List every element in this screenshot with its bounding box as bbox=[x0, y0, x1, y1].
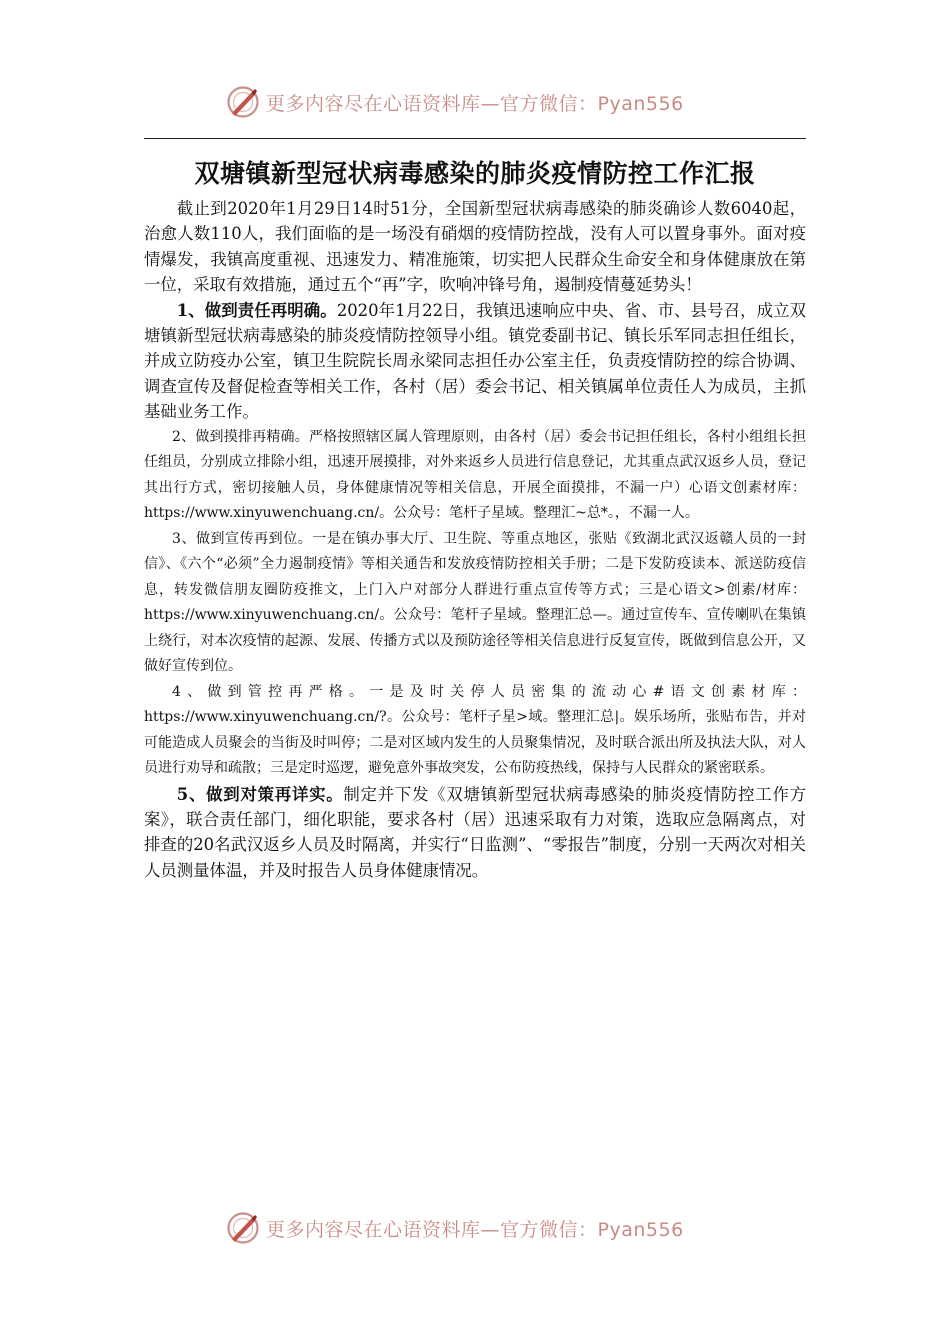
header-banner bbox=[226, 82, 726, 122]
title-divider bbox=[144, 138, 806, 139]
document-body bbox=[144, 196, 806, 883]
section-5-text: 制定并下发《双塘镇新型冠状病毒感染的肺炎疫情防控工作方案》，联合责任部门，细化职能，要求各村（居）迅速采取有力对策，选取应急隔离点，对排查的20名武汉返乡人员及时隔离，并实行“日监测”、“零报告”制度，分别一天两次对相关人员测量体温，并及时报告人员身体健康情况。 bbox=[144, 784, 806, 880]
footer-banner bbox=[226, 1208, 726, 1248]
section-3-paragraph: 3、做到宣传再到位。一是在镇办事大厅、卫生院、等重点地区，张贴《致湖北武汉返赣人员的一封信》、《六个“必须”全力遏制疫情》等相关通告和发放疫情防控相关手册；二是下发防疫读本、派送防疫信息，转发微信朋友圈防疫推文，上门入户对部分人群进行重点宣传等方式；三是心语文>创素/材库：https://www.xinyuwenchuang.cn/。公众号：笔杆子星域。整理汇总—。通过宣传车、宣传喇叭在集镇上绕行，对本次疫情的起源、发展、传播方式以及预防途径等相关信息进行反复宣传，既做到信息公开，又做好宣传到位。 bbox=[144, 530, 806, 675]
section-5-paragraph bbox=[144, 782, 806, 884]
header-banner-text: 更多内容尽在心语资料库—官方微信：Pyan556 bbox=[266, 92, 684, 115]
section-4-paragraph: 4、做到管控再严格。一是及时关停人员密集的流动心#语文创素材库：https://www.xinyuwenchuang.cn/?。公众号：笔杆子星>域。整理汇总|。娱乐场所，张贴布告，并对可能造成人员聚会的当街及时叫停；二是对区域内发生的人员聚集情况，及时联合派出所及执法大队，对人员进行劝导和疏散；三是定时巡逻，避免意外事故突发，公布防疫热线，保持与人民群众的紧密联系。 bbox=[144, 683, 806, 777]
footer-banner-text: 更多内容尽在心语资料库—官方微信：Pyan556 bbox=[266, 1218, 684, 1241]
pen-circle-logo-icon bbox=[226, 85, 260, 119]
intro-paragraph: 截止到2020年1月29日14时51分，全国新型冠状病毒感染的肺炎确诊人数6040起，治愈人数110人，我们面临的是一场没有硝烟的疫情防控战，没有人可以置身事外。面对疫情爆发，我镇高度重视、迅速发力、精准施策，切实把人民群众生命安全和身体健康放在第一位，采取有效措施，通过五个“再”字，吹响冲锋号角，遏制疫情蔓延势头！ bbox=[144, 199, 806, 295]
pen-circle-logo-icon bbox=[226, 1211, 260, 1245]
section-5-heading: 5、做到对策再详实。 bbox=[176, 784, 344, 804]
section-1-paragraph bbox=[144, 298, 806, 425]
section-1-heading: 1、做到责任再明确。 bbox=[176, 300, 337, 320]
document-title: 双塘镇新型冠状病毒感染的肺炎疫情防控工作汇报 bbox=[194, 159, 756, 188]
section-1-text: 2020年1月22日，我镇迅速响应中央、省、市、县号召，成立双塘镇新型冠状病毒感染的肺炎疫情防控领导小组。镇党委副书记、镇长乐军同志担任组长，并成立防疫办公室，镇卫生院院长周永梁同志担任办公室主任，负责疫情防控的综合协调、调查宣传及督促检查等相关工作，各村（居）委会书记、相关镇属单位责任人为成员，主抓基础业务工作。 bbox=[144, 300, 807, 422]
section-2-paragraph: 2、做到摸排再精确。严格按照辖区属人管理原则，由各村（居）委会书记担任组长，各村小组组长担任组员，分别成立排除小组，迅速开展摸排，对外来返乡人员进行信息登记，尤其重点武汉返乡人员，登记其出行方式，密切接触人员，身体健康情况等相关信息，开展全面摸排，不漏一户）心语文创素材库：https://www.xinyuwenchuang.cn/。公众号：笔杆子星域。整理汇~总*。，不漏一人。 bbox=[144, 428, 806, 522]
